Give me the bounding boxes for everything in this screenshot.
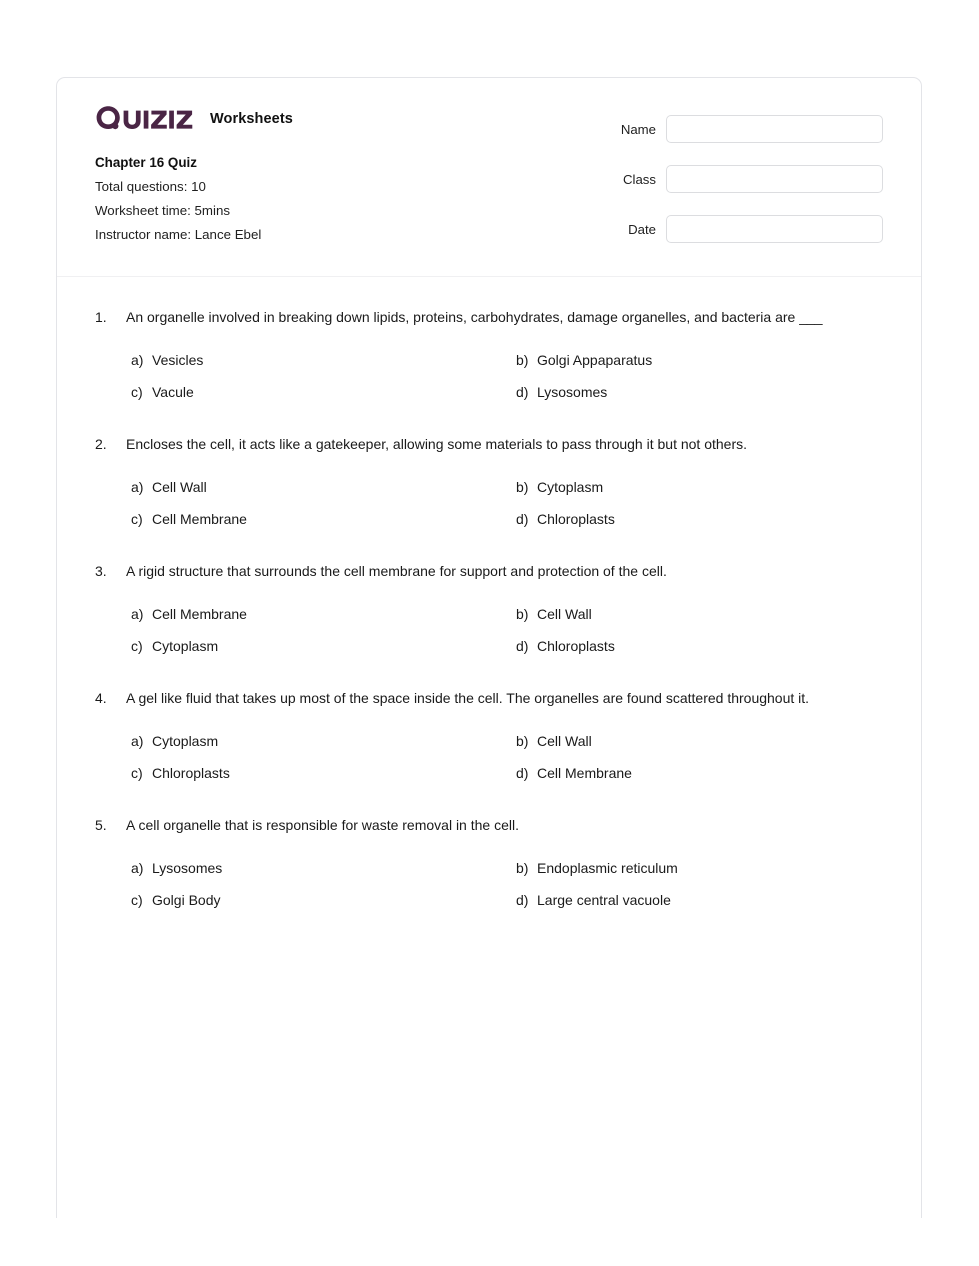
worksheet-header [57,78,921,277]
student-info-fields [603,115,883,243]
option-letter: d) [516,892,529,908]
option-letter: c) [131,892,143,908]
option-letter: a) [131,352,144,368]
question-number: 1. [95,309,107,325]
option-b[interactable] [516,478,883,496]
option-c[interactable] [131,764,516,782]
option-grid [131,732,883,782]
option-letter: c) [131,384,143,400]
option-grid [131,605,883,655]
question-item [95,684,883,782]
question-number: 2. [95,436,107,452]
question-number: 5. [95,817,107,833]
option-text: Large central vacuole [537,892,671,908]
option-letter: d) [516,765,529,781]
name-field-row [603,115,883,143]
question-text: A gel like fluid that takes up most of the space inside the cell. The organelles are found scattered throughout it. [126,690,810,706]
option-text: Chloroplasts [152,765,230,781]
total-questions: Total questions: 10 [95,179,206,194]
option-text: Vacule [152,384,194,400]
option-a[interactable] [131,859,516,877]
option-c[interactable] [131,637,516,655]
worksheet-page [56,77,922,1218]
brand-subtitle: Worksheets [210,111,293,127]
question-body [126,557,883,655]
option-text: Chloroplasts [537,638,615,654]
option-d[interactable] [516,510,883,528]
date-label: Date [628,221,656,237]
name-input[interactable] [666,115,883,143]
option-b[interactable] [516,859,883,877]
option-letter: d) [516,384,529,400]
option-text: Chloroplasts [537,511,615,527]
question-text: A cell organelle that is responsible for waste removal in the cell. [126,817,519,833]
option-letter: d) [516,638,529,654]
question-item [95,430,883,528]
option-text: Cytoplasm [152,733,219,749]
worksheet-title: Chapter 16 Quiz [95,155,197,170]
option-letter: c) [131,638,143,654]
option-letter: a) [131,606,144,622]
question-number: 4. [95,690,107,706]
option-a[interactable] [131,605,516,623]
option-text: Lysosomes [537,384,608,400]
date-input[interactable] [666,215,883,243]
option-grid [131,478,883,528]
option-text: Vesicles [152,352,204,368]
question-body [126,303,883,401]
option-d[interactable] [516,637,883,655]
option-text: Cell Wall [537,733,592,749]
option-text: Cytoplasm [537,479,604,495]
option-letter: d) [516,511,529,527]
option-letter: b) [516,860,529,876]
option-letter: b) [516,733,529,749]
option-grid [131,351,883,401]
option-d[interactable] [516,891,883,909]
question-text: A rigid structure that surrounds the cell membrane for support and protection of the cell. [126,563,667,579]
question-text: An organelle involved in breaking down lipids, proteins, carbohydrates, damage organelles, and bacteria are ___ [126,309,823,325]
option-letter: a) [131,479,144,495]
option-text: Golgi Appaparatus [537,352,653,368]
class-input[interactable] [666,165,883,193]
worksheet-time: Worksheet time: 5mins [95,203,230,218]
question-item [95,811,883,909]
option-letter: a) [131,860,144,876]
option-letter: c) [131,765,143,781]
question-body [126,430,883,528]
option-b[interactable] [516,732,883,750]
option-letter: b) [516,606,529,622]
question-body [126,684,883,782]
question-number: 3. [95,563,107,579]
option-a[interactable] [131,351,516,369]
option-c[interactable] [131,383,516,401]
question-body [126,811,883,909]
option-letter: b) [516,479,529,495]
option-text: Lysosomes [152,860,223,876]
option-b[interactable] [516,351,883,369]
option-a[interactable] [131,478,516,496]
question-item [95,557,883,655]
option-text: Cell Membrane [537,765,632,781]
option-c[interactable] [131,891,516,909]
class-field-row [603,165,883,193]
option-a[interactable] [131,732,516,750]
option-text: Golgi Body [152,892,221,908]
option-letter: a) [131,733,144,749]
option-d[interactable] [516,764,883,782]
option-text: Cytoplasm [152,638,219,654]
option-text: Cell Wall [152,479,207,495]
date-field-row [603,215,883,243]
question-text: Encloses the cell, it acts like a gatekeeper, allowing some materials to pass through it but not others. [126,436,747,452]
option-letter: b) [516,352,529,368]
option-c[interactable] [131,510,516,528]
option-text: Cell Membrane [152,511,247,527]
option-letter: c) [131,511,143,527]
quizizz-logo-icon [95,105,199,131]
question-list [57,277,921,909]
name-label: Name [620,121,656,137]
option-text: Cell Wall [537,606,592,622]
class-label: Class [623,171,656,187]
option-b[interactable] [516,605,883,623]
option-text: Endoplasmic reticulum [537,860,678,876]
question-item [95,303,883,401]
instructor-name: Instructor name: Lance Ebel [95,227,262,242]
option-grid [131,859,883,909]
option-d[interactable] [516,383,883,401]
option-text: Cell Membrane [152,606,247,622]
